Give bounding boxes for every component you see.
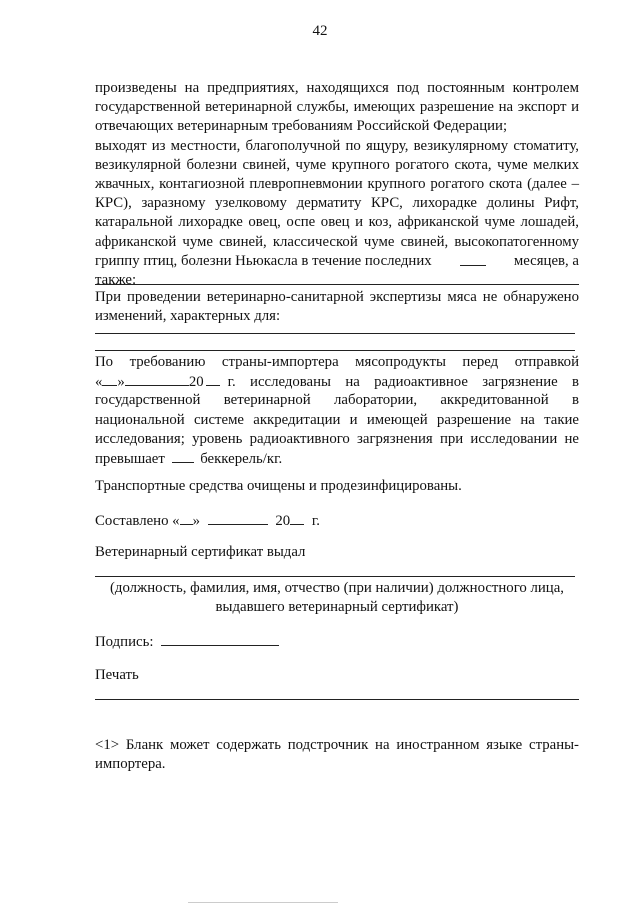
text-line: изменений, характерных для: [95, 308, 281, 325]
paragraph-production [95, 79, 579, 137]
signature-line [95, 632, 579, 651]
text-line-limit [95, 449, 579, 468]
months-text-start: гриппу птиц, болезни Ньюкасла в течение последних [95, 252, 432, 269]
text-line: КРС), заразному узелковому дерматиту КРС, лихорадке долины Рифт, [95, 195, 579, 212]
limit-unit: беккерель/кг. [200, 450, 283, 467]
month-blank-field[interactable] [125, 372, 189, 386]
months-blank-field[interactable] [460, 252, 486, 266]
text-line: При проведении ветеринарно-санитарной экспертизы мяса не обнаружено [95, 289, 579, 305]
transport-statement [95, 477, 579, 496]
text-line-date [95, 372, 579, 391]
paragraph-disease-free [95, 137, 579, 291]
scan-artifact-line [188, 902, 338, 903]
blank-rule[interactable] [95, 333, 575, 334]
compiled-day-field[interactable] [180, 511, 193, 525]
text-line: африканской чуме свиней, классической чуме свиней, высокопатогенному [95, 233, 579, 250]
limit-text-start: превышает [95, 450, 165, 467]
text-line-months [95, 252, 579, 271]
issued-by-label: Ветеринарный сертификат выдал [95, 544, 306, 560]
date-line-text: г. исследованы на радиоактивное загрязнение в [227, 374, 579, 391]
footnote-line: импортера. [95, 756, 166, 773]
paragraph-examination [95, 288, 579, 326]
text-line: По требованию страны-импортера мясопродукты перед отправкой [95, 354, 579, 370]
text-line: жвачных, контагиозной плевропневмонии крупного рогатого скота (далее – [95, 175, 579, 192]
text-line: катаральной лихорадке овец, оспе овец и коз, африканской чуме лошадей, [95, 214, 579, 231]
text-line: государственной ветеринарной службы, имеющих разрешение на экспорт и [95, 99, 579, 116]
text-line: национальной системе аккредитации и имеющей разрешение на такие [95, 411, 579, 428]
day-blank-field[interactable] [102, 372, 117, 386]
stamp-line [95, 666, 579, 685]
blank-rule[interactable] [95, 284, 579, 285]
compiled-quote-close: » [192, 513, 200, 529]
transport-text: Транспортные средства очищены и продезинфицированы. [95, 478, 462, 494]
issuer-caption-line: выдавшего ветеринарный сертификат) [215, 599, 459, 616]
issued-by-line [95, 543, 579, 562]
issuer-caption [95, 579, 579, 617]
text-line: выходят из местности, благополучной по ящуру, везикулярному стоматиту, [95, 137, 579, 154]
text-line: государственной ветеринарной лаборатории, аккредитованной в [95, 392, 579, 409]
paragraph-radioactivity [95, 353, 579, 468]
compiled-date-line [95, 511, 579, 530]
text-line: отвечающих ветеринарным требованиям Российской Федерации; [95, 118, 508, 135]
quote-open: « [95, 374, 103, 391]
stamp-label: Печать [95, 667, 139, 683]
issuer-caption-line: (должность, фамилия, имя, отчество (при наличии) должностного лица, [110, 580, 564, 596]
footnote-line: <1> Бланк может содержать подстрочник на иностранном языке страны- [95, 737, 579, 753]
stamp-blank-rule[interactable] [95, 699, 579, 700]
compiled-label: Составлено « [95, 513, 180, 529]
text-line: исследования; уровень радиоактивного загрязнения при исследовании не [95, 430, 579, 447]
blank-rule[interactable] [95, 350, 575, 351]
year-prefix: 20 [188, 374, 204, 391]
quote-close: » [117, 374, 125, 391]
page-number: 42 [312, 23, 328, 39]
issuer-blank-rule[interactable] [95, 576, 575, 577]
text-line: везикулярной болезни свиней, чуме крупного рогатого скота, чуме мелких [95, 156, 579, 173]
year-blank-field[interactable] [206, 372, 220, 386]
text-line: произведены на предприятиях, находящихся под постоянным контролем [95, 80, 579, 96]
also-label: также: [95, 271, 137, 288]
compiled-month-field[interactable] [208, 511, 268, 525]
compiled-year-prefix: 20 [275, 513, 291, 529]
signature-label: Подпись: [95, 634, 154, 650]
signature-field[interactable] [161, 632, 279, 646]
months-text-end: месяцев, а [513, 252, 579, 269]
footnote [95, 736, 579, 774]
signature-row [95, 632, 579, 651]
compiled-year-suffix: г. [311, 513, 320, 529]
also-blank-field[interactable] [136, 271, 579, 285]
limit-blank-field[interactable] [172, 449, 194, 463]
compiled-line [95, 511, 579, 530]
compiled-year-field[interactable] [290, 511, 304, 525]
